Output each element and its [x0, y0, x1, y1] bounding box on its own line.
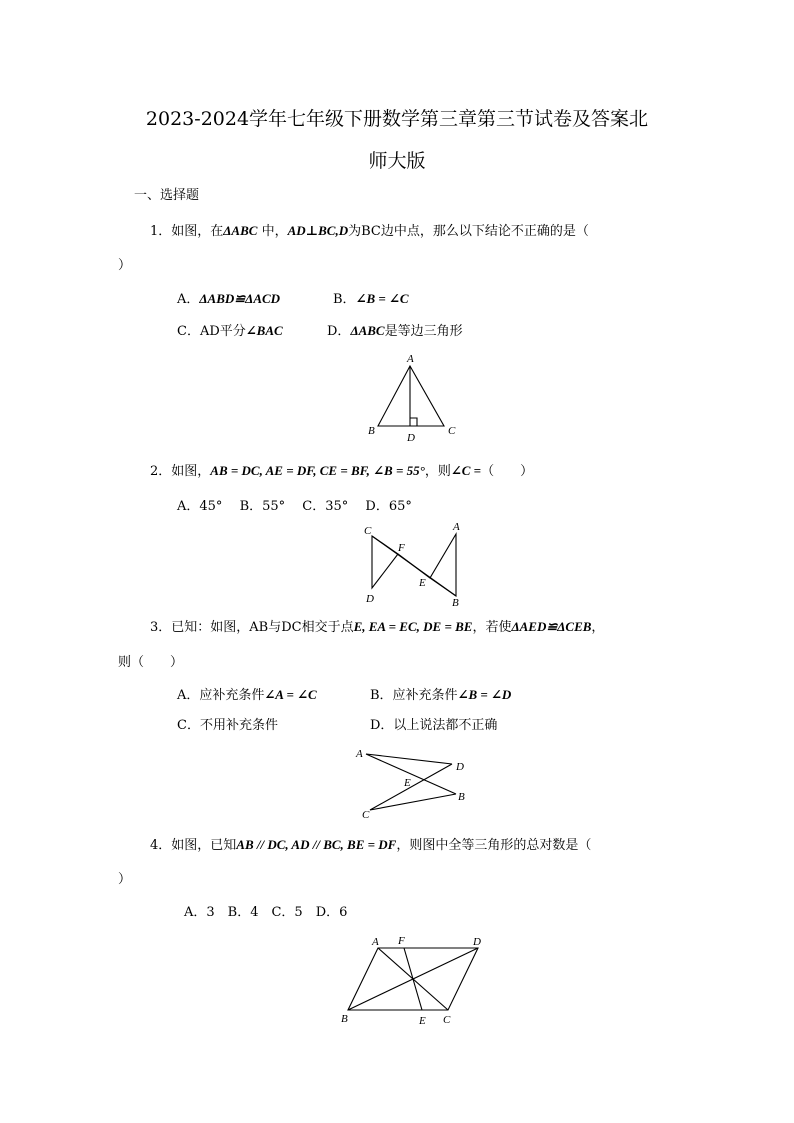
q1-math-1: ΔABC	[223, 223, 258, 238]
section-heading: 一、选择题	[134, 188, 200, 203]
q1-option-b	[333, 290, 409, 309]
q3-math-1: E, EA = EC, DE = BE	[353, 619, 473, 634]
q3-option-c: C．不用补充条件	[177, 718, 278, 733]
q4-options: A．3 B．4 C．5 D．6	[184, 905, 348, 920]
q3-label-c: C	[362, 809, 370, 821]
q1-option-b-label: B．	[333, 292, 356, 307]
q1-math-2: AD⊥BC,D	[287, 223, 349, 238]
q4-math-1: AB // DC, AD // BC, BE = DF	[236, 837, 397, 852]
q1-label-c: C	[448, 425, 456, 437]
q3-option-b	[370, 686, 511, 705]
q4-text-post: ，则图中全等三角形的总对数是（	[396, 838, 592, 853]
q3-option-b-label: B．应补充条件	[370, 688, 458, 703]
page-title: 2023-2024学年七年级下册数学第三章第三节试卷及答案北	[145, 108, 649, 130]
q3-segment-cb	[370, 794, 456, 810]
q1-option-a	[177, 290, 280, 309]
q3-option-a-math: ∠A = ∠C	[264, 687, 317, 702]
q4-label-b: B	[341, 1013, 348, 1025]
q1-option-c-math: ∠BAC	[245, 323, 283, 338]
q2-label-e: E	[419, 577, 426, 589]
q1-option-d-label: D．	[327, 324, 351, 339]
q3-text-pre: 3．已知：如图，AB与DC相交于点	[150, 620, 354, 635]
q1-option-c	[177, 322, 283, 341]
q2-triangle-cdf	[372, 536, 398, 588]
q4-label-c: C	[443, 1014, 451, 1026]
q3-label-b: B	[458, 791, 465, 803]
q2-label-a: A	[453, 521, 460, 533]
q3-segment-ab	[366, 754, 456, 794]
q1-text-mid: 中，	[257, 224, 288, 239]
q1-option-c-label: C．AD平分	[177, 324, 246, 339]
q2-label-b: B	[452, 597, 459, 609]
q2-text-mid: ，则	[424, 464, 451, 479]
q2-options: A．45° B．55° C．35° D．65°	[177, 499, 412, 514]
question-4	[150, 836, 591, 855]
q1-triangle	[378, 366, 444, 426]
q1-option-d	[327, 322, 463, 341]
q1-option-a-label: A．	[177, 292, 200, 307]
q4-figure	[336, 930, 496, 1030]
q4-label-e: E	[419, 1015, 426, 1027]
page-title-line2: 师大版	[368, 150, 426, 172]
q3-figure	[352, 744, 477, 820]
q3-text-post: ，	[591, 620, 605, 635]
q4-text-cont: ）	[118, 872, 132, 887]
q3-text-mid: ，若使	[472, 620, 512, 635]
q3-option-a-label: A．应补充条件	[177, 688, 265, 703]
q3-label-a: A	[356, 748, 363, 760]
q1-label-a: A	[407, 353, 414, 365]
q1-option-d-text: 是等边三角形	[384, 324, 463, 339]
q1-option-a-math: ΔABD≌ΔACD	[199, 291, 281, 306]
question-1	[150, 222, 589, 241]
q3-option-b-math: ∠B = ∠D	[457, 687, 512, 702]
q3-option-d: D．以上说法都不正确	[370, 718, 498, 733]
q1-text-cont: ）	[118, 258, 132, 273]
q1-label-b: B	[368, 425, 375, 437]
q1-right-angle-mark	[410, 418, 417, 426]
q4-text-pre: 4．如图，已知	[150, 838, 237, 853]
q1-text-pre: 1．如图，在	[150, 224, 224, 239]
q2-label-f: F	[398, 542, 405, 554]
q1-text-post: 为BC边中点，那么以下结论不正确的是（	[348, 224, 589, 239]
q2-label-d: D	[366, 593, 374, 605]
q4-label-d: D	[473, 936, 481, 948]
q3-segment-ad	[366, 754, 452, 764]
question-3	[150, 618, 604, 637]
q2-math-2: ∠C =	[450, 463, 482, 478]
q4-label-a: A	[372, 936, 379, 948]
question-2	[150, 462, 533, 481]
q3-math-2: ΔAED≌ΔCEB	[511, 619, 592, 634]
q3-option-a	[177, 686, 317, 705]
q4-label-f: F	[398, 935, 405, 947]
q4-segment-fe	[404, 948, 422, 1010]
q2-math-1: AB = DC, AE = DF, CE = BF, ∠B = 55°	[210, 463, 425, 478]
q1-label-d: D	[407, 432, 415, 444]
q3-text-cont: 则（ ）	[118, 655, 184, 670]
q3-label-d: D	[456, 761, 464, 773]
q1-option-b-math: ∠B = ∠C	[355, 291, 409, 306]
q2-label-c: C	[364, 525, 372, 537]
q3-label-e: E	[404, 777, 411, 789]
q2-figure	[360, 520, 470, 610]
q2-text-pre: 2．如图，	[150, 464, 211, 479]
q1-figure	[360, 350, 470, 446]
q1-option-d-math: ΔABC	[350, 323, 385, 338]
q2-text-post: （ ）	[481, 464, 534, 479]
q2-segment-fe	[398, 554, 430, 578]
